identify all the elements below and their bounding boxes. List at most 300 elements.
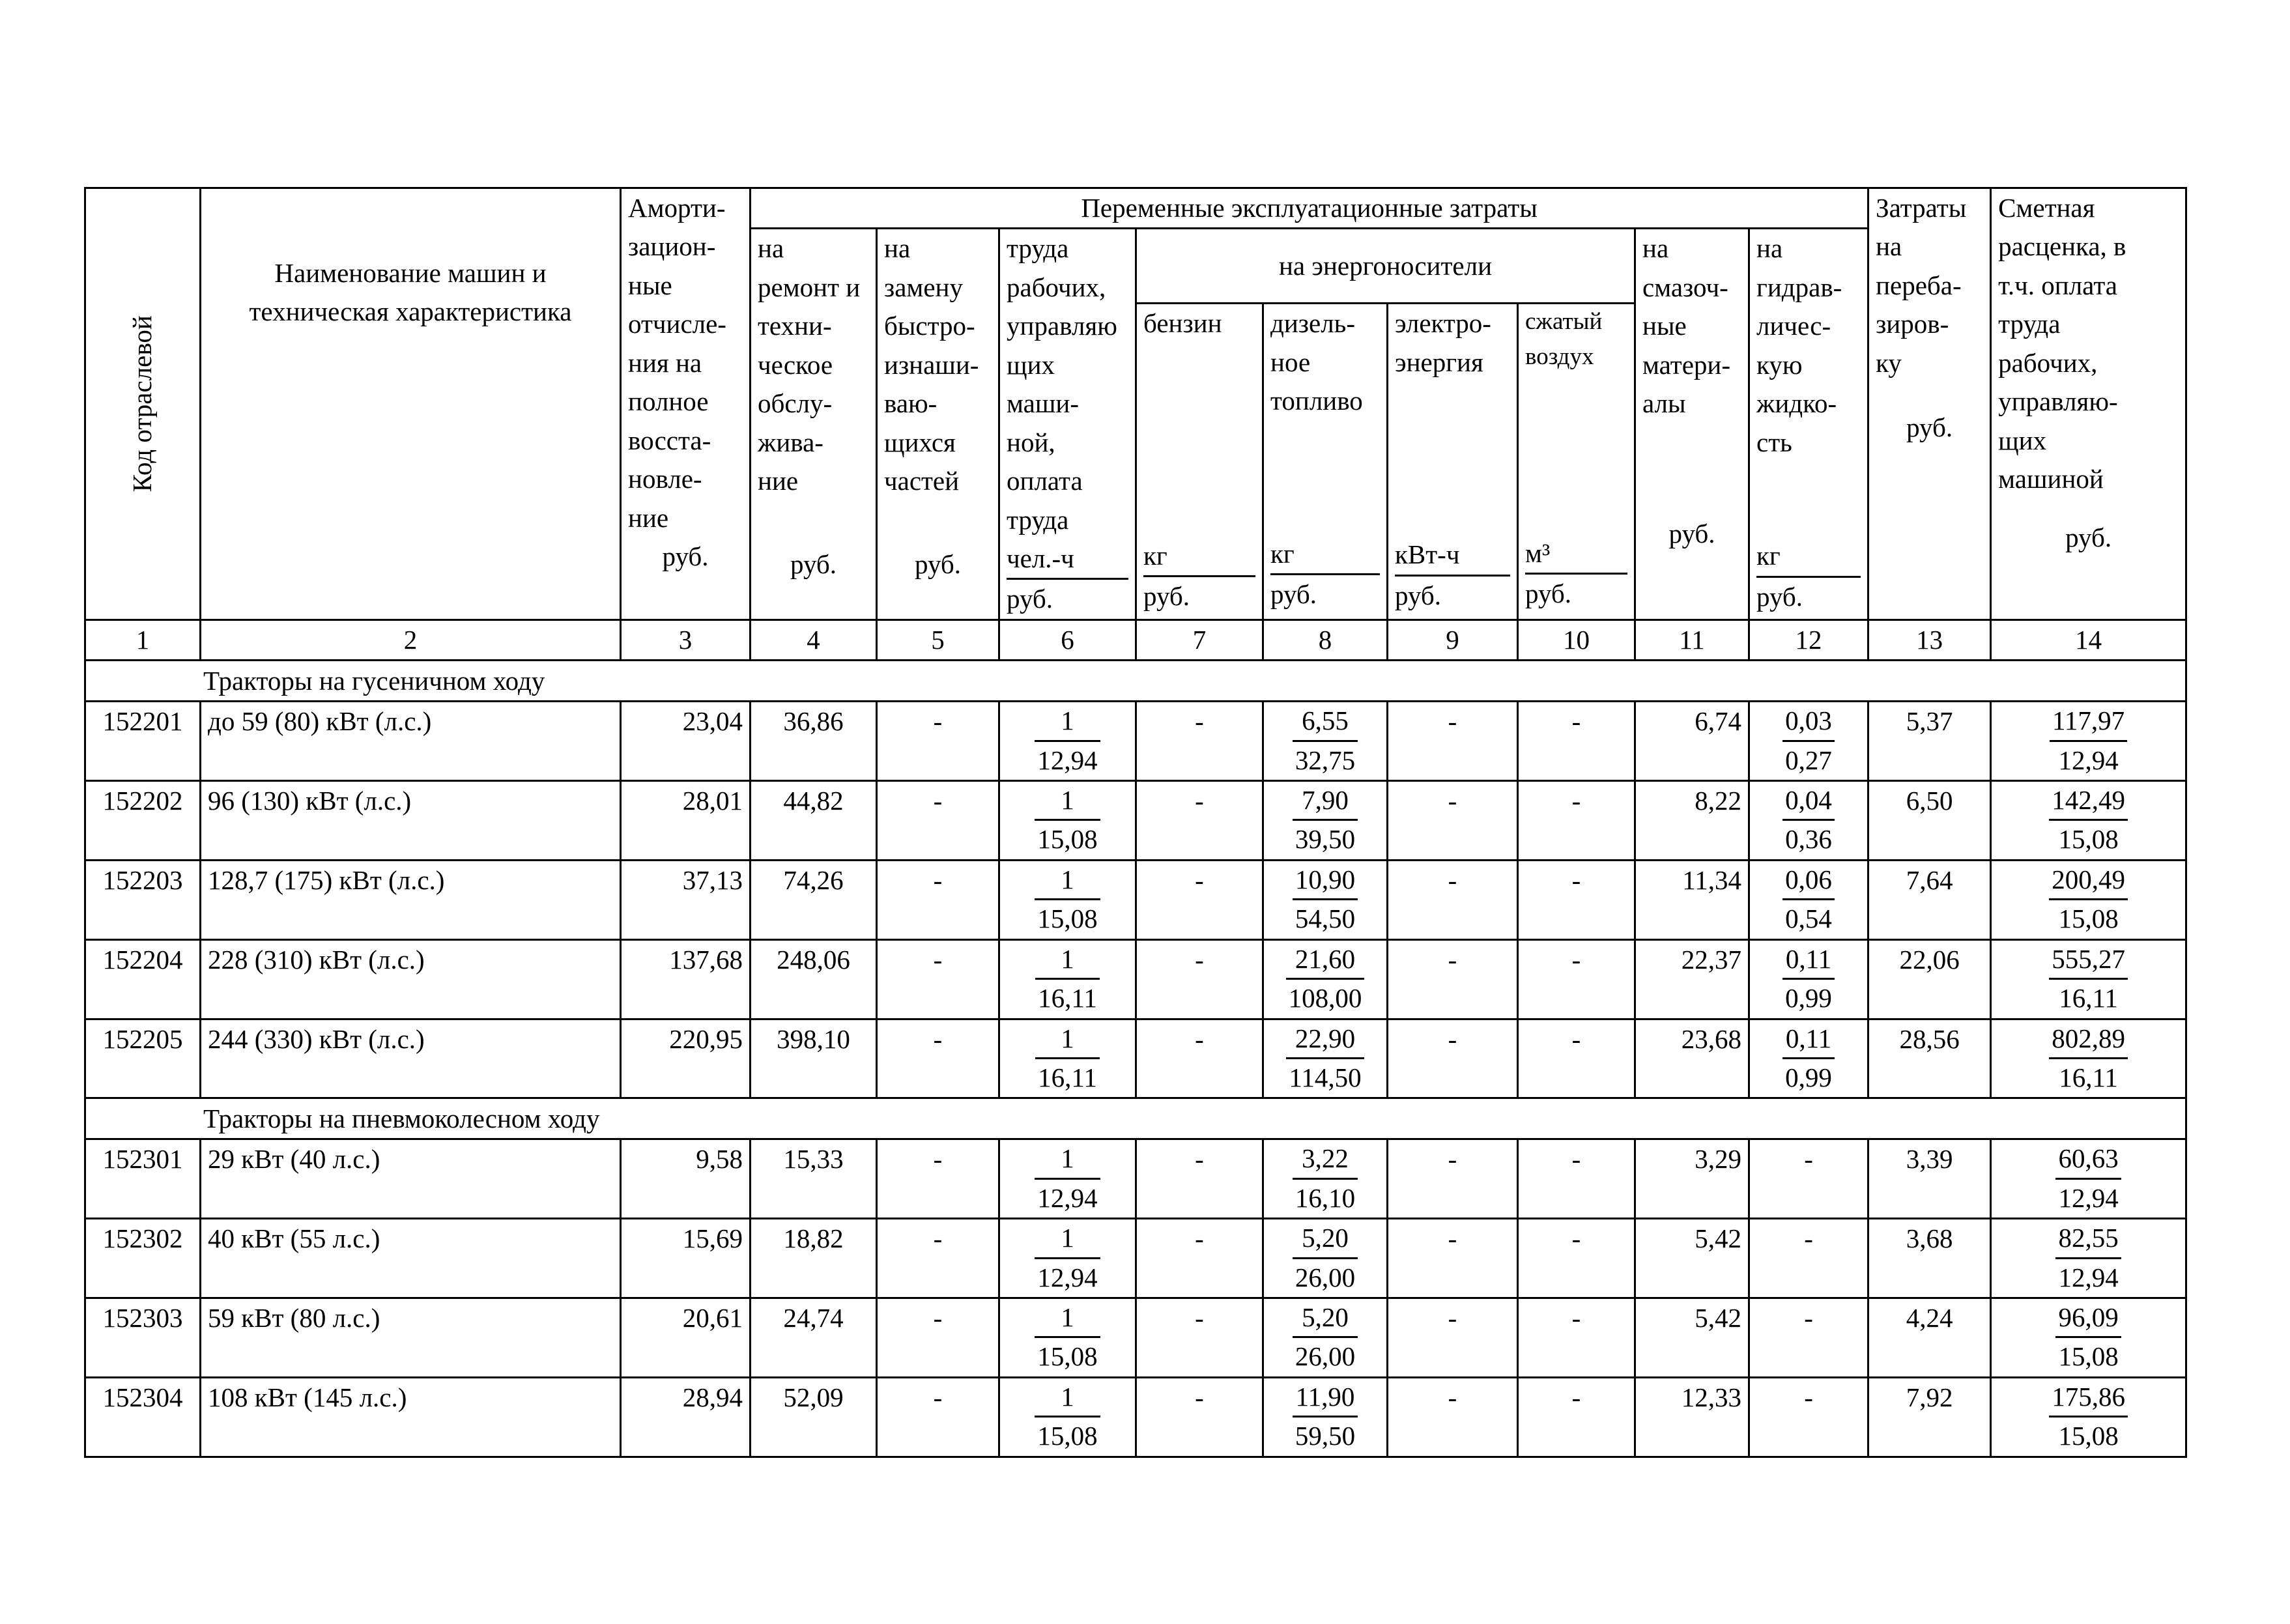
fraction-top: 60,63 (2055, 1140, 2121, 1179)
cell-amort: 15,69 (621, 1219, 751, 1298)
cell-name: 228 (310) кВт (л.с.) (201, 939, 621, 1019)
cell-labor (999, 1298, 1136, 1378)
cell-diesel (1263, 1139, 1388, 1219)
header-line: новле- (628, 464, 702, 494)
header-line: оплата (1007, 466, 1083, 496)
cell-name: 40 кВт (55 л.с.) (201, 1219, 621, 1298)
column-number: 1 (85, 620, 201, 660)
table-row (85, 781, 2186, 861)
header-line: электро- (1395, 308, 1491, 339)
cell-air: - (1518, 860, 1635, 939)
fraction-bottom: 12,94 (1037, 1262, 1098, 1292)
header-line: быстро- (884, 311, 975, 341)
fraction-top: 11,90 (1293, 1378, 1358, 1417)
header-line: матери- (1642, 349, 1731, 380)
header-air: сжатый воздух м³ руб. (1518, 304, 1635, 620)
column-number: 6 (999, 620, 1136, 660)
fraction-top: 555,27 (2049, 941, 2128, 980)
cell-estimate (1991, 939, 2186, 1019)
header-amort: Аморти- зацион- ные отчисле- ния на полное восста- новле- ние руб. (621, 188, 751, 620)
fraction (2049, 941, 2128, 1018)
cell-air: - (1518, 781, 1635, 861)
cell-name: до 59 (80) кВт (л.с.) (201, 702, 621, 781)
cell-repair: 52,09 (751, 1377, 877, 1457)
cell-rebase: 5,37 (1868, 702, 1991, 781)
fraction (1035, 1299, 1100, 1376)
cell-hydraulic: - (1749, 1377, 1868, 1457)
fraction-bottom: 26,00 (1295, 1262, 1356, 1292)
fraction-top: 1 (1035, 702, 1100, 741)
fraction (1782, 861, 1835, 938)
header-line: жидко- (1756, 388, 1837, 419)
cell-diesel (1263, 781, 1388, 861)
fraction (1286, 941, 1365, 1018)
fraction (1293, 1140, 1358, 1217)
cell-rebase: 6,50 (1868, 781, 1991, 861)
cell-electric: - (1388, 1298, 1518, 1378)
fraction-top: 0,11 (1782, 1020, 1835, 1059)
fraction-top: 117,97 (2050, 702, 2127, 741)
cell-name: 59 кВт (80 л.с.) (201, 1298, 621, 1378)
header-line: труда (1998, 309, 2061, 339)
table-row (85, 702, 2186, 781)
cell-labor (999, 1219, 1136, 1298)
cell-diesel (1263, 1219, 1388, 1298)
table-row (85, 1019, 2186, 1098)
header-line: управляю (1007, 311, 1117, 341)
fraction-bottom: 39,50 (1295, 824, 1356, 855)
fraction-bottom: 0,99 (1785, 983, 1832, 1014)
fraction (1293, 782, 1358, 859)
fraction-top: 7,90 (1293, 782, 1358, 821)
section-row (85, 1098, 2186, 1139)
cell-code: 152202 (85, 781, 201, 861)
fraction-bottom: 108,00 (1288, 983, 1362, 1014)
cell-amort: 137,68 (621, 939, 751, 1019)
fraction-top: 6,55 (1293, 702, 1358, 741)
header-line: ку (1876, 347, 1902, 378)
fraction-bottom: 26,00 (1295, 1341, 1356, 1372)
cell-amort: 28,94 (621, 1377, 751, 1457)
header-line: ваю- (884, 388, 937, 419)
cell-labor (999, 860, 1136, 939)
column-number: 5 (877, 620, 999, 660)
header-name: Наименование машин и техническая характеристика (201, 188, 621, 620)
fraction (1293, 702, 1358, 779)
fraction (1293, 861, 1358, 938)
cell-air: - (1518, 1139, 1635, 1219)
column-number: 10 (1518, 620, 1635, 660)
cell-lubric: 12,33 (1635, 1377, 1749, 1457)
cell-repair: 74,26 (751, 860, 877, 939)
fraction-bottom: 114,50 (1289, 1062, 1362, 1092)
fraction (1035, 861, 1100, 938)
fraction (2055, 1140, 2121, 1217)
cell-petrol: - (1136, 781, 1263, 861)
cell-replace: - (877, 702, 999, 781)
fraction-top: 5,20 (1293, 1299, 1358, 1338)
cell-estimate (1991, 781, 2186, 861)
header-line: энергия (1395, 347, 1483, 377)
fraction (1782, 782, 1835, 859)
cell-lubric: 3,29 (1635, 1139, 1749, 1219)
header-petrol: бензин кг руб. (1136, 304, 1263, 620)
machine-cost-table (84, 187, 2187, 1458)
cell-electric: - (1388, 1019, 1518, 1098)
cell-amort: 20,61 (621, 1298, 751, 1378)
header-line: рабочих, (1007, 272, 1106, 302)
header-line: Сметная (1998, 193, 2095, 223)
cell-rebase: 4,24 (1868, 1298, 1991, 1378)
fraction-bottom: 15,08 (2058, 904, 2119, 934)
header-line: воздух (1525, 343, 1594, 371)
fraction-top: 1 (1035, 1020, 1100, 1059)
cell-labor (999, 1139, 1136, 1219)
cell-estimate (1991, 1377, 2186, 1457)
header-line: ное (1270, 347, 1311, 377)
cell-estimate (1991, 860, 2186, 939)
cell-lubric: 23,68 (1635, 1019, 1749, 1098)
cell-labor (999, 1019, 1136, 1098)
header-line: ние (628, 502, 669, 533)
cell-code: 152304 (85, 1377, 201, 1457)
cell-replace: - (877, 781, 999, 861)
fraction-top: 0,04 (1782, 782, 1835, 821)
header-line: управляю- (1998, 386, 2118, 417)
cell-name: 128,7 (175) кВт (л.с.) (201, 860, 621, 939)
cell-air: - (1518, 1298, 1635, 1378)
fraction (1035, 1020, 1100, 1097)
header-line: на (1642, 233, 1669, 264)
fraction (2049, 782, 2128, 859)
cell-rebase: 3,39 (1868, 1139, 1991, 1219)
cell-estimate (1991, 1139, 2186, 1219)
header-line: ной, (1007, 427, 1055, 457)
cell-code: 152204 (85, 939, 201, 1019)
column-number: 14 (1991, 620, 2186, 660)
fraction (1035, 702, 1100, 779)
header-line: обслу- (758, 388, 833, 419)
header-line: щих (1998, 425, 2047, 455)
header-replace: на замену быстро- изнаши- ваю- щихся частей руб. (877, 229, 999, 620)
header-line: техни- (758, 311, 832, 341)
header-line: на (884, 233, 911, 264)
cell-rebase: 28,56 (1868, 1019, 1991, 1098)
header-line: кую (1756, 349, 1803, 380)
header-line: щих (1007, 349, 1055, 380)
cell-diesel (1263, 702, 1388, 781)
cell-repair: 398,10 (751, 1019, 877, 1098)
section-row (85, 661, 2186, 702)
cell-labor (999, 1377, 1136, 1457)
column-number: 8 (1263, 620, 1388, 660)
cell-lubric: 11,34 (1635, 860, 1749, 939)
fraction-bottom: 15,08 (1037, 824, 1098, 855)
cell-air: - (1518, 1377, 1635, 1457)
cell-amort: 37,13 (621, 860, 751, 939)
fraction-bottom: 15,08 (1037, 1341, 1098, 1372)
fraction (2055, 1219, 2121, 1296)
cell-lubric: 8,22 (1635, 781, 1749, 861)
cell-petrol: - (1136, 1019, 1263, 1098)
fraction-bottom: 16,11 (2059, 983, 2118, 1014)
cell-hydraulic (1749, 939, 1868, 1019)
fraction-bottom: 0,27 (1785, 745, 1832, 775)
cell-lubric: 6,74 (1635, 702, 1749, 781)
fraction (2050, 702, 2127, 779)
cell-lubric: 22,37 (1635, 939, 1749, 1019)
fraction-top: 3,22 (1293, 1140, 1358, 1179)
fraction (2049, 1378, 2128, 1455)
fraction-bottom: 16,10 (1295, 1182, 1356, 1213)
fraction-top: 1 (1035, 782, 1100, 821)
header-line: рабочих, (1998, 347, 2098, 378)
fraction-bottom: 15,08 (1037, 1421, 1098, 1451)
cell-petrol: - (1136, 860, 1263, 939)
fraction (1035, 782, 1100, 859)
header-repair: на ремонт и техни- ческое обслу- жива- ние руб. (751, 229, 877, 620)
header-line: ния на (628, 347, 702, 378)
cell-code: 152201 (85, 702, 201, 781)
fraction-bottom: 15,08 (2058, 1421, 2119, 1451)
header-line: алы (1642, 388, 1686, 419)
cell-labor (999, 702, 1136, 781)
cell-repair: 24,74 (751, 1298, 877, 1378)
cell-petrol: - (1136, 939, 1263, 1019)
fraction-top: 1 (1035, 1219, 1100, 1259)
fraction-bottom: 15,08 (2058, 824, 2119, 855)
cell-code: 152205 (85, 1019, 201, 1098)
header-line: на (758, 233, 784, 264)
cell-rebase: 7,92 (1868, 1377, 1991, 1457)
header-diesel: дизель- ное топливо кг руб. (1263, 304, 1388, 620)
cell-lubric: 5,42 (1635, 1219, 1749, 1298)
fraction (1035, 1378, 1100, 1455)
header-line: на (1756, 233, 1783, 264)
fraction-bottom: 15,08 (2058, 1341, 2119, 1372)
fraction (1293, 1219, 1358, 1296)
cell-hydraulic (1749, 781, 1868, 861)
fraction-bottom: 0,99 (1785, 1062, 1832, 1092)
fraction-top: 0,03 (1782, 702, 1835, 741)
cell-replace: - (877, 860, 999, 939)
table-row (85, 860, 2186, 939)
cell-repair: 248,06 (751, 939, 877, 1019)
header-line: Затраты (1876, 193, 1967, 223)
cell-rebase: 3,68 (1868, 1219, 1991, 1298)
cell-name: 29 кВт (40 л.с.) (201, 1139, 621, 1219)
cell-amort: 220,95 (621, 1019, 751, 1098)
cell-labor (999, 781, 1136, 861)
cell-repair: 44,82 (751, 781, 877, 861)
column-number: 4 (751, 620, 877, 660)
cell-replace: - (877, 1377, 999, 1457)
header-line: смазоч- (1642, 272, 1728, 302)
header-line: отчисле- (628, 309, 726, 339)
cell-amort: 28,01 (621, 781, 751, 861)
cell-hydraulic (1749, 702, 1868, 781)
header-hydraul: на гидрав- личес- кую жидко- сть кг руб. (1749, 229, 1868, 620)
header-estimate: Сметная расценка, в т.ч. оплата труда рабочих, управляю- щих машиной руб. (1991, 188, 2186, 620)
fraction-bottom: 12,94 (2058, 745, 2119, 775)
fraction (1035, 1219, 1100, 1296)
fraction-top: 200,49 (2049, 861, 2128, 900)
header-line: Аморти- (628, 193, 726, 223)
header-line: частей (884, 466, 960, 496)
cell-estimate (1991, 1019, 2186, 1098)
cell-air: - (1518, 939, 1635, 1019)
fraction-top: 22,90 (1286, 1020, 1364, 1059)
header-line: личес- (1756, 311, 1831, 341)
fraction-bottom: 16,11 (1038, 983, 1097, 1014)
fraction-top: 0,11 (1782, 941, 1835, 980)
header-line: расценка, в (1998, 231, 2126, 262)
cell-amort: 9,58 (621, 1139, 751, 1219)
cell-electric: - (1388, 1377, 1518, 1457)
header-line: на (1876, 231, 1902, 262)
header-row-1 (85, 188, 2186, 229)
header-line: ные (628, 270, 672, 300)
cell-electric: - (1388, 1219, 1518, 1298)
header-line: машиной (1998, 464, 2104, 494)
fraction-top: 0,06 (1782, 861, 1835, 900)
cell-hydraulic: - (1749, 1219, 1868, 1298)
cell-repair: 36,86 (751, 702, 877, 781)
fraction-bottom: 12,94 (1037, 745, 1098, 775)
cell-code: 152302 (85, 1219, 201, 1298)
header-line: зиров- (1876, 309, 1949, 339)
header-line: ние (758, 466, 799, 496)
fraction-top: 175,86 (2049, 1378, 2128, 1417)
cell-diesel (1263, 1019, 1388, 1098)
cell-air: - (1518, 702, 1635, 781)
column-numbers-row (85, 620, 2186, 660)
cell-hydraulic (1749, 1019, 1868, 1098)
column-number: 2 (201, 620, 621, 660)
cell-code: 152303 (85, 1298, 201, 1378)
cell-labor (999, 939, 1136, 1019)
fraction (1782, 941, 1835, 1018)
cell-electric: - (1388, 860, 1518, 939)
fraction-bottom: 12,94 (2058, 1262, 2119, 1292)
cell-electric: - (1388, 781, 1518, 861)
cell-hydraulic: - (1749, 1139, 1868, 1219)
header-variable: Переменные эксплуатационные затраты (751, 188, 1868, 229)
header-line: щихся (884, 427, 956, 457)
header-line: гидрав- (1756, 272, 1842, 302)
cell-repair: 15,33 (751, 1139, 877, 1219)
fraction (1286, 1020, 1364, 1097)
header-electric: электро- энергия кВт-ч руб. (1388, 304, 1518, 620)
fraction-top: 82,55 (2055, 1219, 2121, 1259)
cell-lubric: 5,42 (1635, 1298, 1749, 1378)
header-line: труда (1007, 504, 1069, 535)
cell-code: 152301 (85, 1139, 201, 1219)
cell-estimate (1991, 1219, 2186, 1298)
fraction-top: 1 (1035, 1140, 1100, 1179)
header-line: ческое (758, 349, 833, 380)
header-line: т.ч. оплата (1998, 270, 2117, 300)
fraction-top: 5,20 (1293, 1219, 1358, 1259)
fraction-bottom: 12,94 (2058, 1182, 2119, 1213)
table-row (85, 1377, 2186, 1457)
cell-petrol: - (1136, 1139, 1263, 1219)
cell-electric: - (1388, 702, 1518, 781)
header-line: переба- (1876, 270, 1962, 300)
fraction-bottom: 15,08 (1037, 904, 1098, 934)
fraction (2055, 1299, 2121, 1376)
cell-name: 96 (130) кВт (л.с.) (201, 781, 621, 861)
section-title: Тракторы на гусеничном ходу (85, 661, 2186, 702)
cell-replace: - (877, 1298, 999, 1378)
fraction-bottom: 16,11 (1038, 1062, 1097, 1092)
fraction (2049, 1020, 2128, 1097)
fraction-top: 1 (1035, 1378, 1100, 1417)
header-line: изнаши- (884, 349, 979, 380)
header-line: дизель- (1270, 308, 1356, 339)
cell-code: 152203 (85, 860, 201, 939)
cell-diesel (1263, 939, 1388, 1019)
cell-name: 108 кВт (145 л.с.) (201, 1377, 621, 1457)
header-code: Код отраслевой (85, 188, 201, 620)
cell-petrol: - (1136, 1377, 1263, 1457)
fraction-top: 10,90 (1293, 861, 1358, 900)
fraction-bottom: 32,75 (1295, 745, 1356, 775)
cell-diesel (1263, 1298, 1388, 1378)
header-labor: труда рабочих, управляю щих маши- ной, оплата труда чел.-ч руб. (999, 229, 1136, 620)
fraction-bottom: 0,36 (1785, 824, 1832, 855)
fraction-top: 142,49 (2049, 782, 2128, 821)
cell-electric: - (1388, 1139, 1518, 1219)
fraction (1293, 1299, 1358, 1376)
fraction-bottom: 16,11 (2059, 1062, 2118, 1092)
cell-replace: - (877, 939, 999, 1019)
fraction-top: 96,09 (2055, 1299, 2121, 1338)
cell-estimate (1991, 702, 2186, 781)
fraction (1782, 1020, 1835, 1097)
cell-air: - (1518, 1019, 1635, 1098)
header-line: восста- (628, 425, 711, 455)
column-number: 11 (1635, 620, 1749, 660)
header-line: ные (1642, 311, 1687, 341)
cell-petrol: - (1136, 1219, 1263, 1298)
fraction (1293, 1378, 1358, 1455)
cell-petrol: - (1136, 702, 1263, 781)
fraction-bottom: 0,54 (1785, 904, 1832, 934)
cell-petrol: - (1136, 1298, 1263, 1378)
fraction (2049, 861, 2128, 938)
fraction-top: 21,60 (1286, 941, 1365, 980)
fraction (1035, 1140, 1100, 1217)
cell-rebase: 7,64 (1868, 860, 1991, 939)
header-line: труда (1007, 233, 1069, 264)
cell-air: - (1518, 1219, 1635, 1298)
column-number: 12 (1749, 620, 1868, 660)
fraction (1035, 941, 1100, 1018)
cell-diesel (1263, 1377, 1388, 1457)
header-line: топливо (1270, 386, 1363, 416)
cell-name: 244 (330) кВт (л.с.) (201, 1019, 621, 1098)
fraction-bottom: 54,50 (1295, 904, 1356, 934)
cell-amort: 23,04 (621, 702, 751, 781)
header-line: ремонт и (758, 272, 861, 302)
header-line: жива- (758, 427, 823, 457)
cell-diesel (1263, 860, 1388, 939)
cell-electric: - (1388, 939, 1518, 1019)
fraction-bottom: 59,50 (1295, 1421, 1356, 1451)
table-row (85, 1219, 2186, 1298)
cell-hydraulic: - (1749, 1298, 1868, 1378)
